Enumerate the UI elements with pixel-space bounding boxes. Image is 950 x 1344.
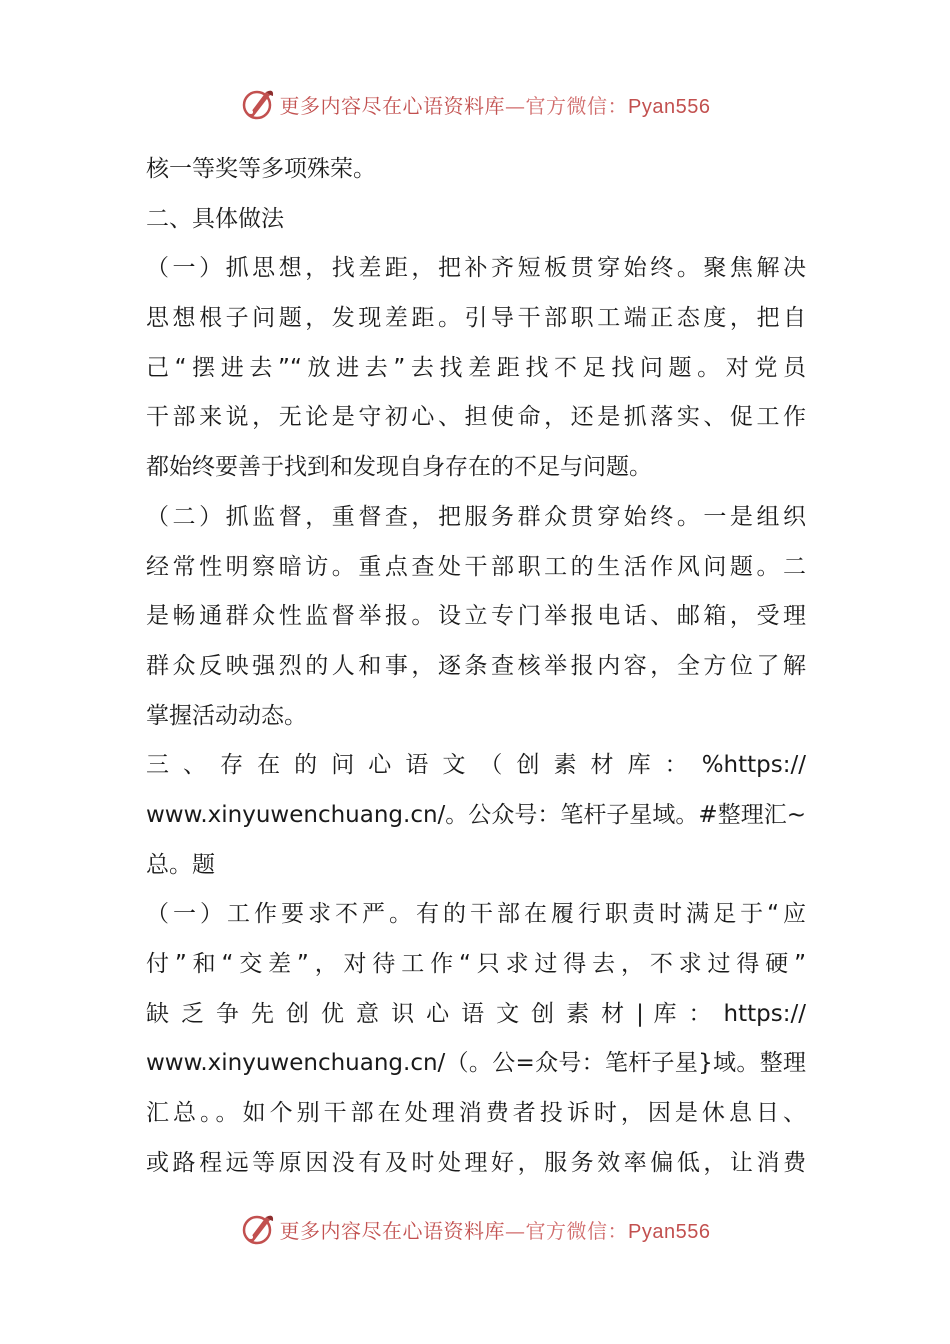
text-line: 经常性明察暗访。重点查处干部职工的生活作风问题。二 <box>146 553 806 580</box>
banner-text <box>280 90 711 119</box>
section-heading: 二、具体做法 <box>146 205 284 232</box>
text-line: （一）抓思想，找差距，把补齐短板贯穿始终。聚焦解决 <box>146 255 806 282</box>
quill-logo-icon <box>240 1211 276 1247</box>
text-line: 汇总。。如个别干部在处理消费者投诉时，因是休息日、 <box>146 1100 806 1127</box>
text-line: （一）工作要求不严。有的干部在履行职责时满足于“应 <box>146 901 806 928</box>
banner-tail-text: —官方微信： <box>505 93 629 118</box>
text-line: 缺 乏 争 先 创 优 意 识 心 语 文 创 素 材 | 库 ： https:// <box>146 1000 806 1027</box>
footer-watermark-banner <box>0 1209 950 1249</box>
section-heading: 三 、 存 在 的 问 心 语 文 （ 创 素 材 库 ： %https:// <box>146 752 806 779</box>
text-line: www.xinyuwenchuang.cn/（。公=众号：笔杆子星}域。整理 <box>146 1050 806 1077</box>
text-line: （二）抓监督，重督查，把服务群众贯穿始终。一是组织 <box>146 503 806 530</box>
header-watermark-banner <box>0 84 950 124</box>
text-line: 都始终要善于找到和发现自身存在的不足与问题。 <box>146 454 652 481</box>
text-line: 己“摆进去”“放进去”去找差距找不足找问题。对党员 <box>146 354 806 381</box>
text-line: 或路程远等原因没有及时处理好，服务效率偏低，让消费 <box>146 1149 806 1176</box>
text-line: 干部来说，无论是守初心、担使命，还是抓落实、促工作 <box>146 404 806 431</box>
banner-main-text: 更多内容尽在心语资料库 <box>279 1218 506 1243</box>
quill-logo-icon <box>240 86 276 122</box>
text-line: 核一等奖等多项殊荣。 <box>146 156 376 182</box>
banner-main-text: 更多内容尽在心语资料库 <box>279 93 506 118</box>
text-line: 是畅通群众性监督举报。设立专门举报电话、邮箱，受理 <box>146 603 806 630</box>
document-body <box>146 145 806 1188</box>
text-line: www.xinyuwenchuang.cn/。公众号：笔杆子星域。#整理汇~ <box>146 801 806 828</box>
banner-tail-text: —官方微信： <box>505 1218 629 1243</box>
wechat-id: Pyan556 <box>628 1220 711 1243</box>
text-line: 付”和“交差”，对待工作“只求过得去，不求过得硬” <box>146 951 806 977</box>
text-line: 思想根子问题，发现差距。引导干部职工端正态度，把自 <box>146 305 806 332</box>
wechat-id: Pyan556 <box>628 95 711 118</box>
text-line: 群众反映强烈的人和事，逐条查核举报内容，全方位了解 <box>146 652 806 679</box>
banner-text <box>280 1215 711 1244</box>
text-line: 掌握活动动态。 <box>146 702 307 729</box>
text-line: 总。题 <box>146 851 215 878</box>
